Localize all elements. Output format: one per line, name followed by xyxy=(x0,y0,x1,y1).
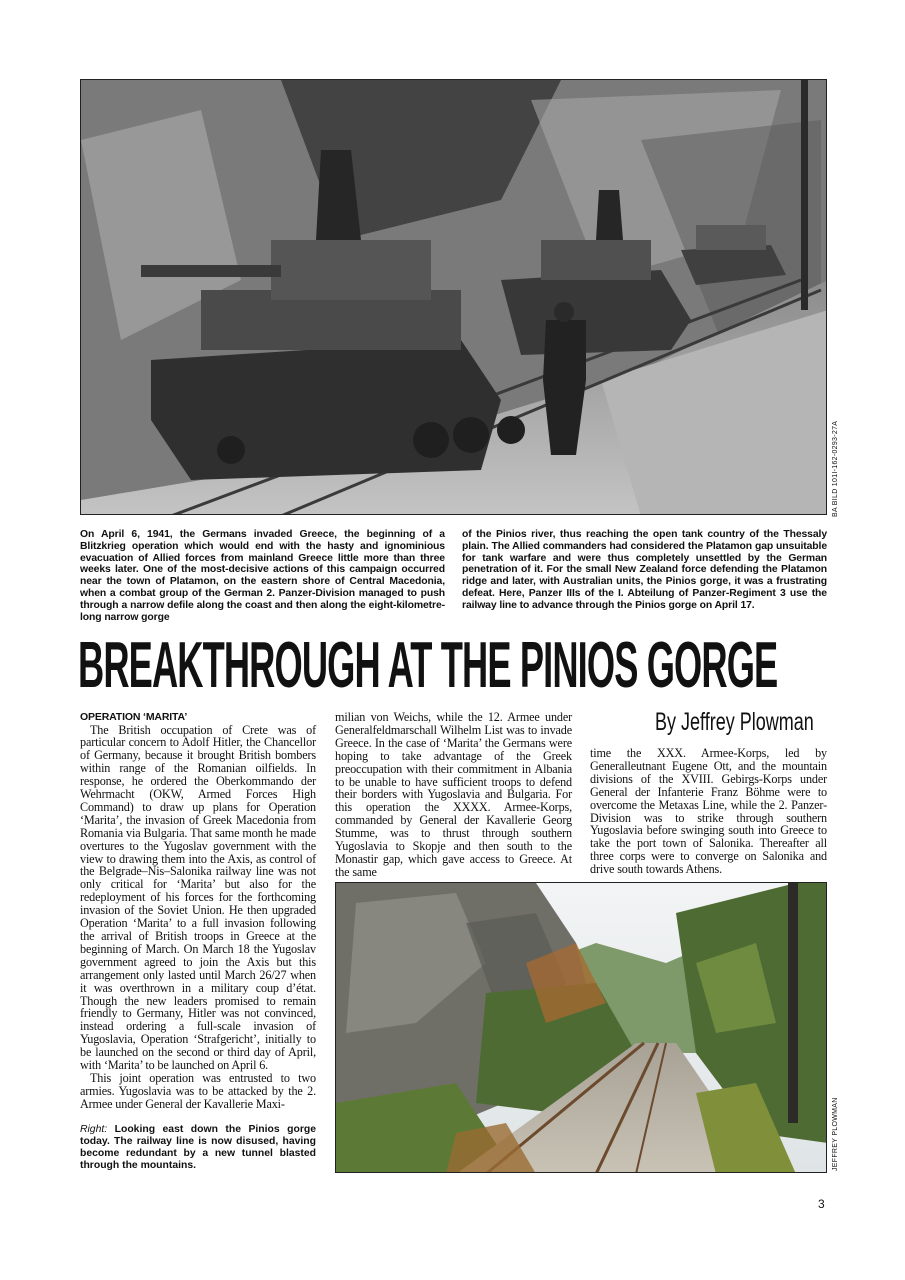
top-photo xyxy=(80,79,827,515)
byline: By Jeffrey Plowman xyxy=(655,708,814,736)
section-subhead: OPERATION ‘MARITA’ xyxy=(80,711,188,723)
article-paragraph: The British occupation of Crete was of particular concern to Adolf Hitler, the Chancellor of Germany, because it brought British bombers within range of the Romanian oilfields. In response, he ordered the Oberkommando der Wehrmacht (OKW, Armed Forces High Command) to draw up plans for Operation ‘Marita’, the invasion of Greek Macedonia from Romania via Bulgaria. That same month he made overtures to the Yugoslav government with the view to drawing them into the Axis, as control of the Belgrade–Nis–Salonika railway line was not only critical for ‘Marita’ but also for the redeployment of his forces for the forthcoming invasion of the Soviet Union. He then upgraded Operation ‘Marita’ to a full invasion following the arrival of British troops in Greece at the beginning of March. On March 18 the Yugoslav government agreed to join the Axis but this arrangement only lasted until March 26/27 when it was overthrown in a military coup d’état. Though the new leaders promised to remain friendly to Germany, Hitler was not convinced, instead ordering a full-scale invasion of Yugoslavia, Operation ‘Strafgericht’, initially to be launched on the second or third day of April, with ‘Marita’ to be launched on April 6. xyxy=(80,722,316,1073)
top-caption-right: of the Pinios river, thus reaching the open tank country of the Thessaly plain. The Allied commanders had considered the Platamon gap unsuitable for tank warfare and were thus completely unsettled by the German penetration of it. For the small New Zealand force defending the Platamon ridge and later, with Australian units, the Pinios gorge, it was a frustrating defeat. Here, Panzer IIIs of the I. Abteilung of Panzer-Regiment 3 use the railway line to advance through the Pinios gorge on April 17. xyxy=(462,529,827,611)
article-column-2 xyxy=(335,711,572,879)
article-column-3 xyxy=(590,747,827,876)
top-photo-credit: BA BILD 101I-162-0293-27A xyxy=(832,420,839,517)
bottom-photo-credit: JEFFREY PLOWMAN xyxy=(832,1097,839,1171)
bottom-caption-lead: Right: xyxy=(80,1124,108,1135)
page-number: 3 xyxy=(818,1197,825,1211)
article-column-1 xyxy=(80,711,316,1111)
top-caption-left: On April 6, 1941, the Germans invaded Greece, the beginning of a Blitzkrieg operation which would end with the hasty and ignominious evacuation of Allied forces from mainland Greece little more than three weeks later. One of the most-decisive actions of this campaign occurred near the town of Platamon, on the eastern shore of Central Macedonia, when a combat group of the German 2. Panzer-Division managed to push through a narrow defile along the coast and then along the eight-kilometre-long narrow gorge xyxy=(80,529,445,623)
headline: BREAKTHROUGH AT THE PINIOS GORGE xyxy=(78,629,778,702)
article-paragraph: time the XXX. Armee-Korps, led by Generalleutnant Eugene Ott, and the mountain divisions of the XVIII. Gebirgs-Korps under General der Infanterie Franz Böhme were to overcome the Metaxas Line, while the 2. Panzer-Division was to strike through southern Yugoslavia before swinging south into Greece to take the port town of Salonika. Thereafter all three corps were to converge on Salonika and drive south towards Athens. xyxy=(590,746,827,877)
bottom-caption xyxy=(80,1124,316,1172)
bottom-caption-text: Looking east down the Pinios gorge today. The railway line is now disused, having become redundant by a new tunnel blasted through the mountains. xyxy=(80,1124,316,1171)
article-paragraph: This joint operation was entrusted to two armies. Yugoslavia was to be attacked by the 2. Armee under General der Kavallerie Maxi- xyxy=(80,1070,316,1111)
article-paragraph: milian von Weichs, while the 12. Armee under Generalfeldmarschall Wilhelm List was to invade Greece. In the case of ‘Marita’ the Germans were hoping to take advantage of the Greek preoccupation with their commitment in Albania to be unable to have sufficient troops to defend their borders with Yugoslavia and Bulgaria. For this operation the XXXX. Armee-Korps, commanded by General der Kavallerie Georg Stumme, was to thrust through southern Yugoslavia to Skopje and then south to the Monastir gap, which gave access to Greece. At the same xyxy=(335,710,572,879)
bottom-photo xyxy=(335,882,827,1173)
